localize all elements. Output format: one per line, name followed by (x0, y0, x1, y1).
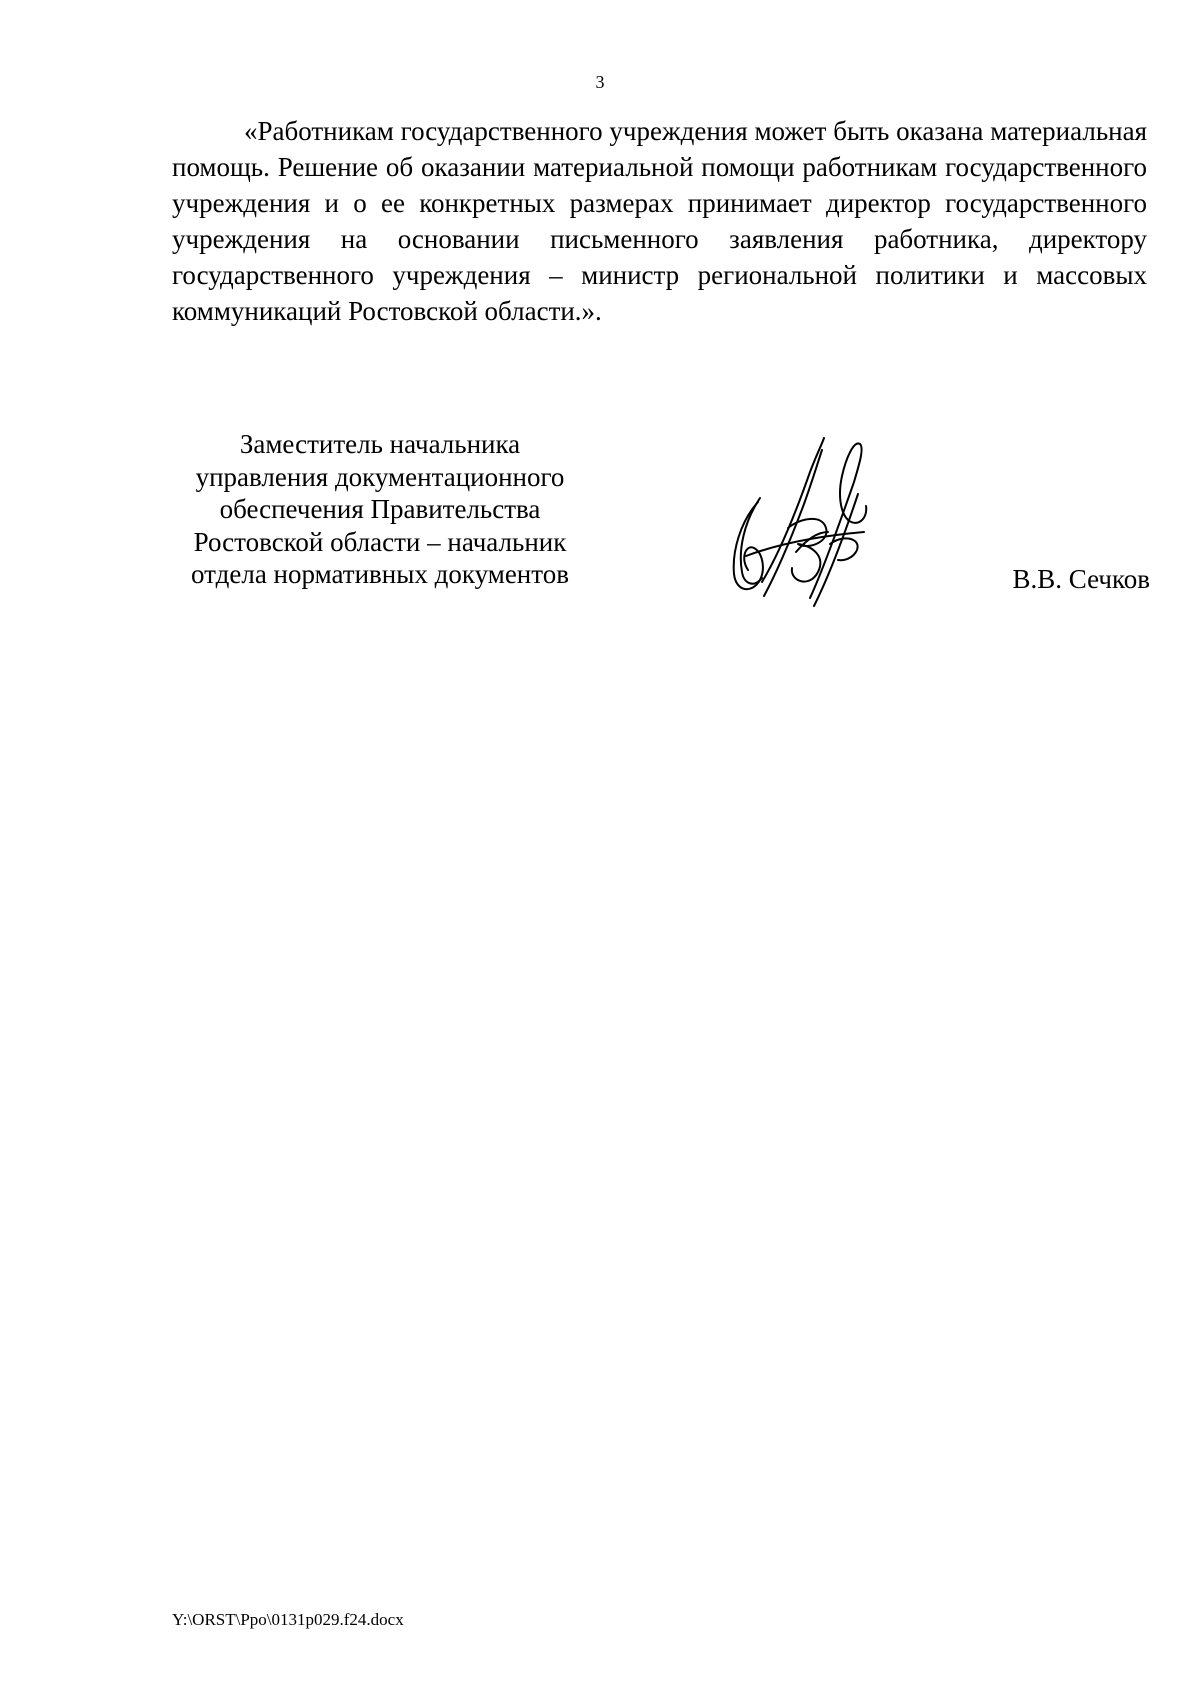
body-paragraph: «Работникам государственного учреждения может быть оказана материальная помощь. Решение об оказании материальной помощи работникам государственного учреждения и о ее конкретных размерах принимает директор государственного учреждения на основании письменного заявления работника, директору государственного учреждения – министр региональной политики и массовых коммуникаций Ростовской области.». (172, 116, 1147, 326)
document-body (172, 113, 1147, 329)
page-number: 3 (595, 72, 605, 92)
signatory-position-line: управления документационного (195, 461, 565, 492)
signatory-position-line: Ростовской области – начальник (193, 526, 567, 557)
handwritten-signature (718, 432, 893, 607)
signatory-position-line: отдела нормативных документов (191, 559, 569, 589)
signature-stroke (762, 438, 824, 582)
signatory-position-line: обеспечения Правительства (219, 494, 541, 524)
signature-stroke (830, 538, 858, 560)
signatory-position-line: Заместитель начальника (239, 429, 521, 459)
signatory-position (150, 428, 610, 591)
signatory-name: В.В. Сечков (1012, 564, 1150, 594)
footer-file-path: Y:\ORST\Ppo\0131p029.f24.docx (172, 1610, 404, 1629)
signature-stroke (814, 494, 858, 606)
signature-stroke (734, 502, 763, 589)
